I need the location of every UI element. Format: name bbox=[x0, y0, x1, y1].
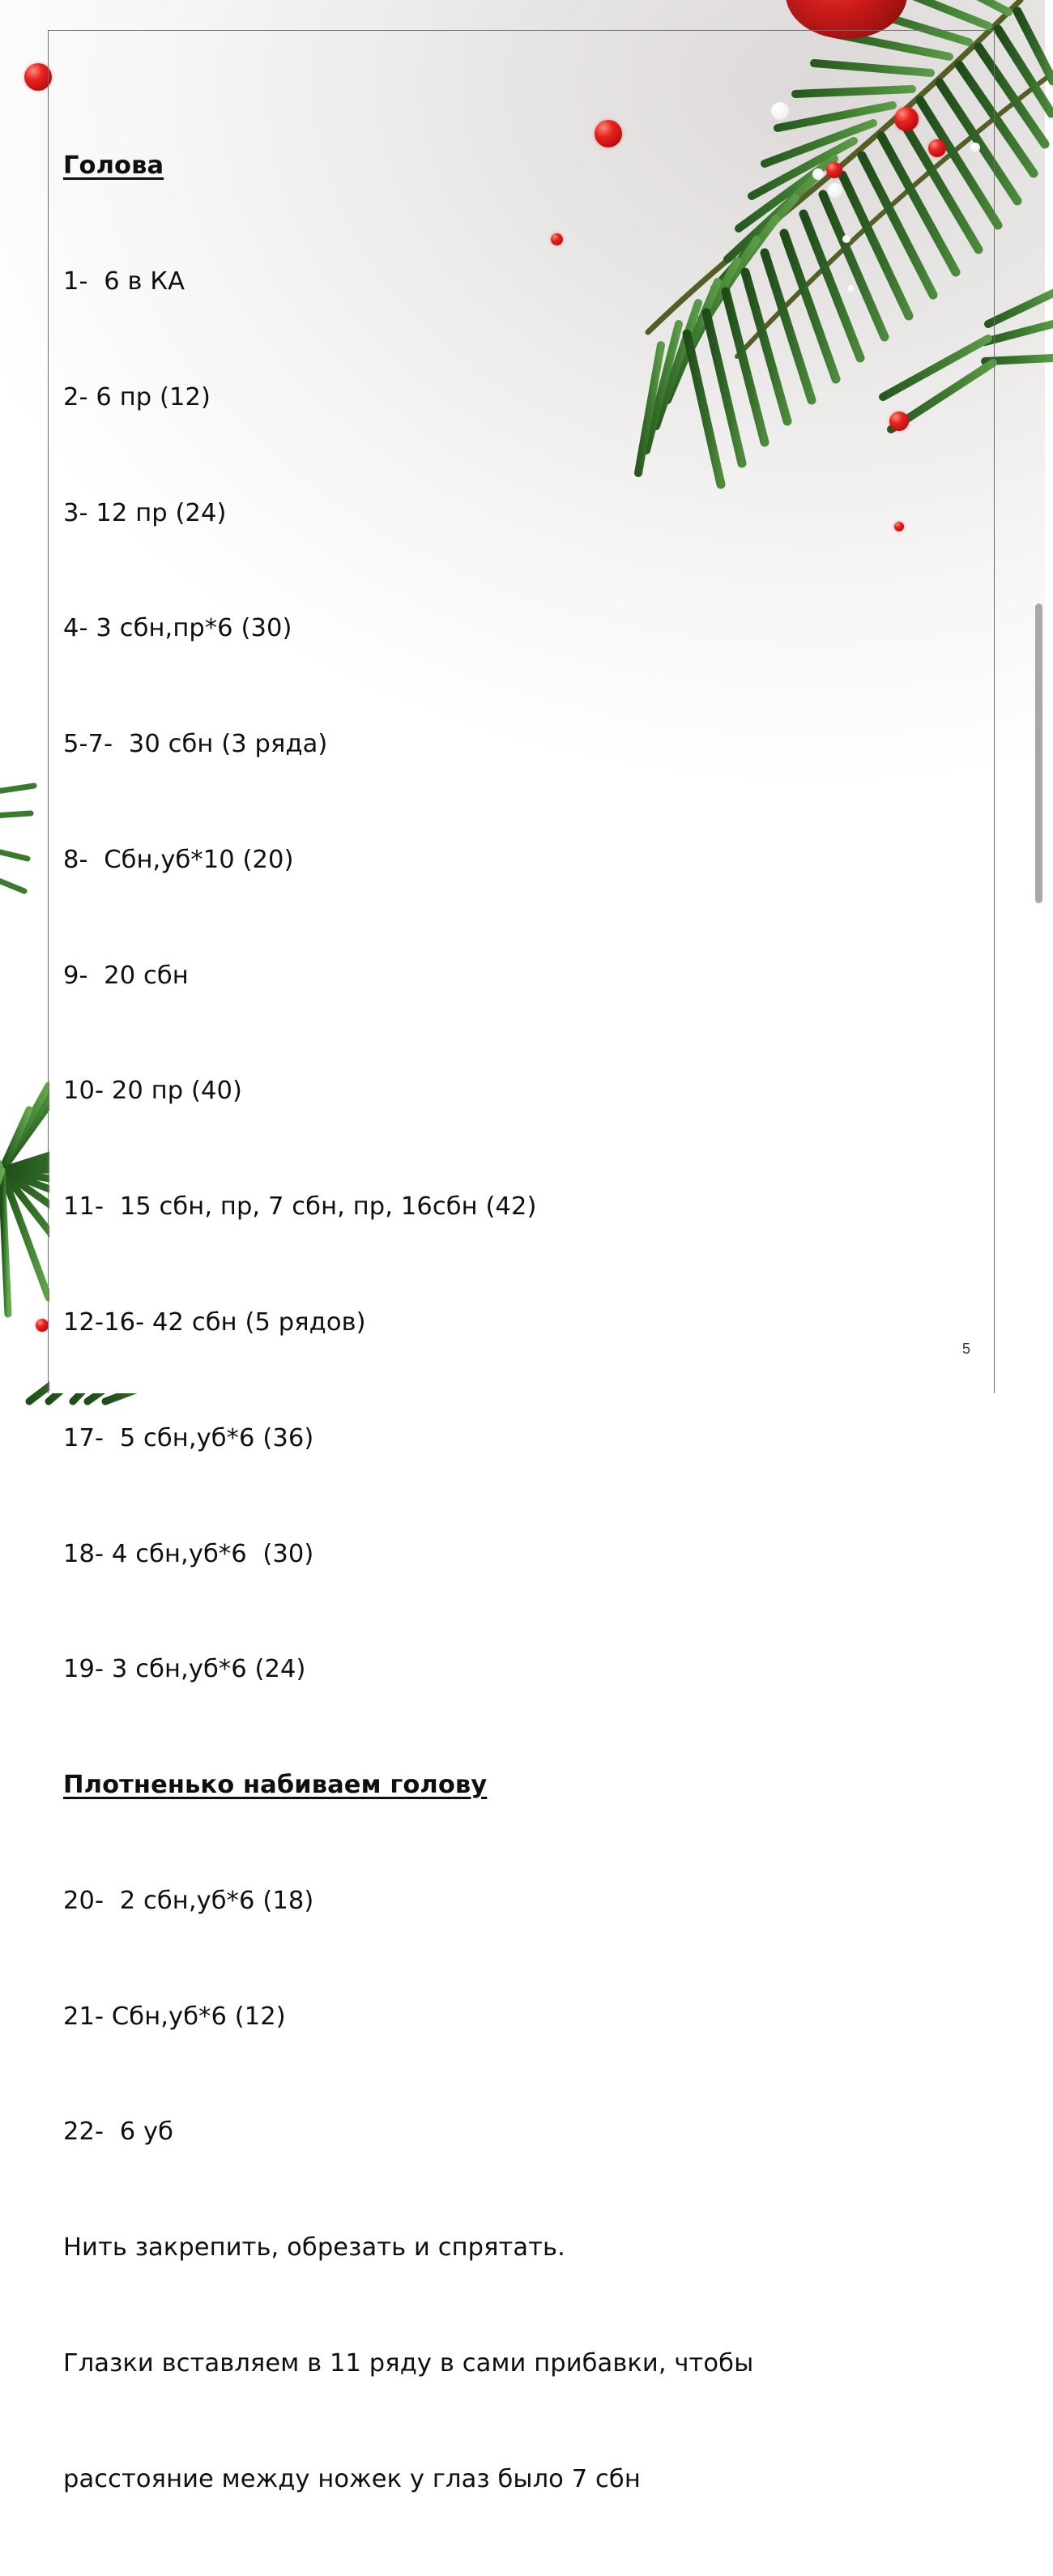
page-number: 5 bbox=[961, 1341, 970, 1357]
berry-5 bbox=[889, 412, 909, 431]
snow-dot-5 bbox=[842, 235, 850, 243]
scrollbar-track[interactable] bbox=[1033, 0, 1045, 1393]
pattern-row: 4- 3 сбн,пр*6 (30) bbox=[63, 614, 292, 643]
pattern-row: 10- 20 пр (40) bbox=[63, 1077, 243, 1106]
instruction-paragraph: Глазки вставляем в 11 ряду в сами прибавки, чтобы bbox=[63, 2349, 754, 2378]
berry-6 bbox=[894, 522, 904, 531]
section-heading-stuffing: Плотненько набиваем голову bbox=[63, 1771, 488, 1800]
pattern-row: 2- 6 пр (12) bbox=[63, 382, 211, 412]
berry-3 bbox=[894, 107, 919, 131]
section-heading-head: Голова bbox=[63, 151, 164, 181]
scrollbar-thumb[interactable] bbox=[1035, 603, 1042, 903]
snow-dot-4 bbox=[970, 143, 980, 152]
berry-bl-2 bbox=[36, 1319, 49, 1332]
pattern-row: 11- 15 сбн, пр, 7 сбн, пр, 16сбн (42) bbox=[63, 1192, 537, 1222]
pattern-text-block bbox=[63, 70, 792, 2576]
pattern-row: 18- 4 сбн,уб*6 (30) bbox=[63, 1539, 314, 1568]
pattern-row: 3- 12 пр (24) bbox=[63, 498, 227, 527]
snow-dot-2 bbox=[812, 168, 824, 180]
berry-top-left bbox=[24, 63, 52, 91]
pattern-row: 12-16- 42 сбн (5 рядов) bbox=[63, 1308, 366, 1337]
snow-dot-6 bbox=[847, 285, 855, 292]
pattern-row: 17- 5 сбн,уб*6 (36) bbox=[63, 1423, 314, 1452]
pattern-row: 5-7- 30 сбн (3 ряда) bbox=[63, 730, 328, 759]
pattern-row: 19- 3 сбн,уб*6 (24) bbox=[63, 1655, 306, 1684]
berry-7 bbox=[826, 162, 842, 178]
pattern-row: 9- 20 сбн bbox=[63, 961, 189, 990]
pattern-row: 21- Сбн,уб*6 (12) bbox=[63, 2002, 286, 2031]
berry-4 bbox=[928, 139, 946, 157]
pattern-row: 22- 6 уб bbox=[63, 2118, 174, 2147]
snow-dot-3 bbox=[828, 183, 842, 198]
pattern-row: 20- 2 сбн,уб*6 (18) bbox=[63, 1886, 314, 1915]
pattern-row: 1- 6 в КА bbox=[63, 267, 185, 296]
instruction-paragraph: Нить закрепить, обрезать и спрятать. bbox=[63, 2233, 565, 2263]
pattern-row: 8- Сбн,уб*10 (20) bbox=[63, 845, 294, 874]
instruction-paragraph: расстояние между ножек у глаз было 7 сбн bbox=[63, 2464, 641, 2493]
